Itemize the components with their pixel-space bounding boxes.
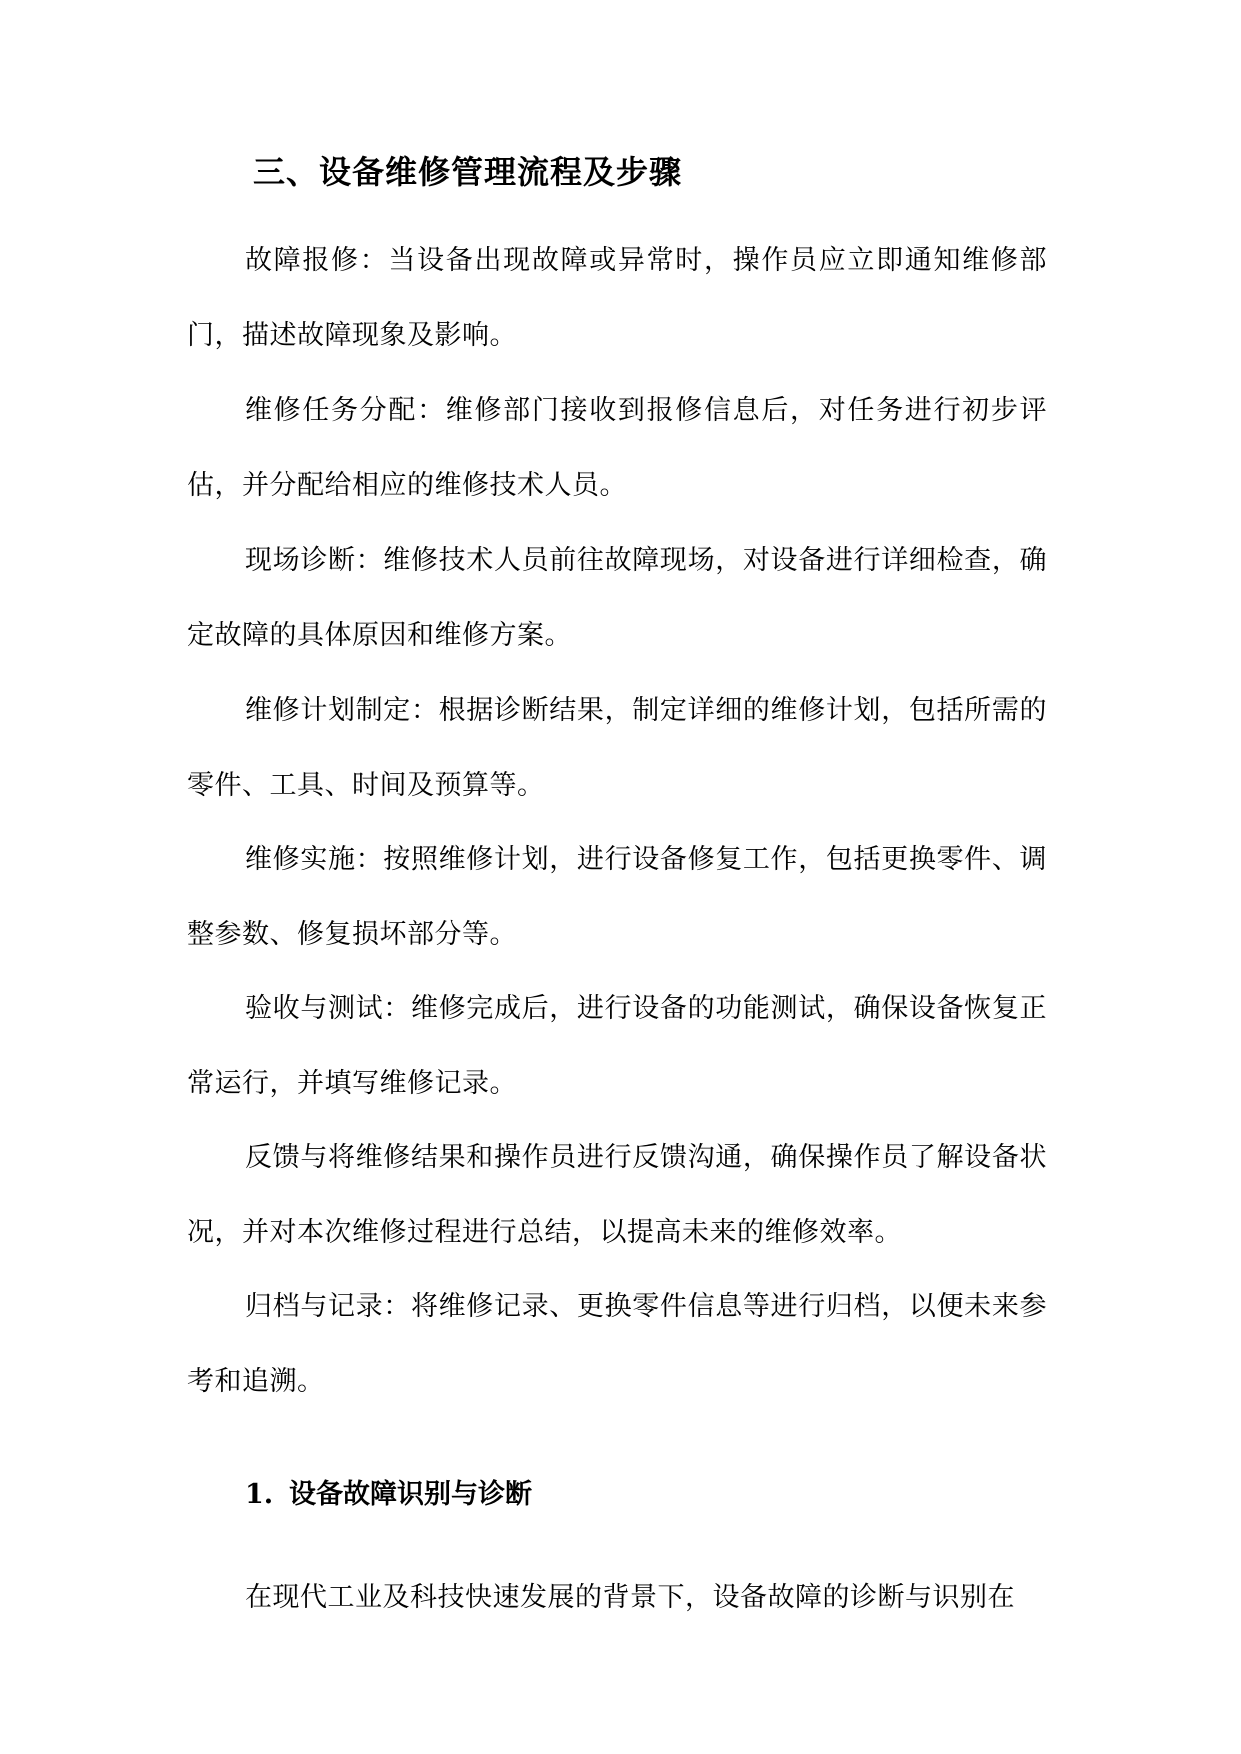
paragraph-subsection-intro: 在现代工业及科技快速发展的背景下，设备故障的诊断与识别在: [245, 1582, 1015, 1613]
paragraph-fault-report: 故障报修：当设备出现故障或异常时，操作员应立即通知维修部门，描述故障现象及影响。: [187, 245, 1047, 351]
paragraph-acceptance-testing: 验收与测试：维修完成后，进行设备的功能测试，确保设备恢复正常运行，并填写维修记录。: [187, 993, 1047, 1099]
paragraph-feedback: 反馈与将维修结果和操作员进行反馈沟通，确保操作员了解设备状况，并对本次维修过程进行总结，以提高未来的维修效率。: [187, 1142, 1047, 1248]
paragraph-repair-planning: 维修计划制定：根据诊断结果，制定详细的维修计划，包括所需的零件、工具、时间及预算等。: [187, 695, 1047, 801]
subsection-heading: [245, 1471, 532, 1519]
subsection-title: 设备故障识别与诊断: [289, 1479, 532, 1510]
paragraph-repair-implementation: 维修实施：按照维修计划，进行设备修复工作，包括更换零件、调整参数、修复损坏部分等。: [187, 844, 1047, 950]
paragraph-onsite-diagnosis: 现场诊断：维修技术人员前往故障现场，对设备进行详细检查，确定故障的具体原因和维修方案。: [187, 545, 1047, 651]
section-heading: 三、设备维修管理流程及步骤: [253, 153, 683, 191]
subsection-number: 1.: [245, 1479, 274, 1510]
paragraph-task-assignment: 维修任务分配：维修部门接收到报修信息后，对任务进行初步评估，并分配给相应的维修技术人员。: [187, 395, 1047, 501]
paragraph-archiving: 归档与记录：将维修记录、更换零件信息等进行归档，以便未来参考和追溯。: [187, 1291, 1047, 1397]
